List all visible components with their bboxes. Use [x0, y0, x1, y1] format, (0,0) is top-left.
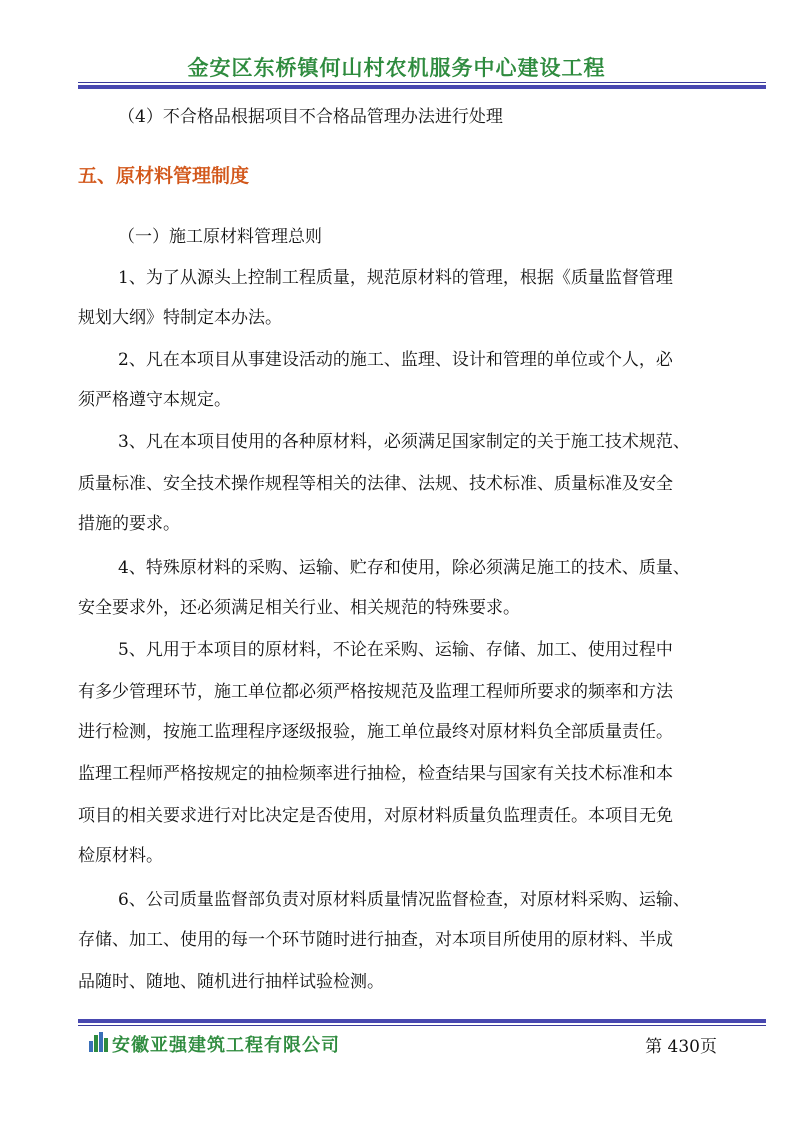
paragraph-line: 进行检测，按施工监理程序逐级报验，施工单位最终对原材料负全部质量责任。 [78, 722, 673, 742]
header-rule-thick [78, 85, 766, 89]
paragraph-line: 3、凡在本项目使用的各种原材料，必须满足国家制定的关于施工技术规范、 [118, 432, 690, 452]
section-heading: 五、原材料管理制度 [78, 165, 250, 187]
paragraph-line: 规划大纲》特制定本办法。 [78, 308, 282, 328]
document-title: 金安区东桥镇何山村农机服务中心建设工程 [187, 56, 606, 80]
company-name: 安徽亚强建筑工程有限公司 [112, 1035, 340, 1056]
paragraph-line: 质量标准、安全技术操作规程等相关的法律、法规、技术标准、质量标准及安全 [78, 474, 673, 494]
paragraph-line: 检原材料。 [78, 846, 163, 866]
paragraph-line: 须严格遵守本规定。 [78, 390, 231, 410]
subsection-heading: （一）施工原材料管理总则 [118, 227, 322, 247]
paragraph-line: 措施的要求。 [78, 514, 180, 534]
paragraph-line: 安全要求外，还必须满足相关行业、相关规范的特殊要求。 [78, 598, 520, 618]
paragraph-line: 品随时、随地、随机进行抽样试验检测。 [78, 972, 384, 992]
paragraph-line: 5、凡用于本项目的原材料，不论在采购、运输、存储、加工、使用过程中 [118, 640, 673, 660]
paragraph-line: 2、凡在本项目从事建设活动的施工、监理、设计和管理的单位或个人，必 [118, 350, 673, 370]
paragraph-line: 4、特殊原材料的采购、运输、贮存和使用，除必须满足施工的技术、质量、 [118, 558, 690, 578]
paragraph-line: 存储、加工、使用的每一个环节随时进行抽查，对本项目所使用的原材料、半成 [78, 930, 673, 950]
paragraph-line: 1、为了从源头上控制工程质量，规范原材料的管理，根据《质量监督管理 [118, 268, 673, 288]
paragraph-line: 监理工程师严格按规定的抽检频率进行抽检，检查结果与国家有关技术标准和本 [78, 764, 673, 784]
header-rule-thin [78, 82, 766, 83]
paragraph-line: 6、公司质量监督部负责对原材料质量情况监督检查，对原材料采购、运输、 [118, 890, 690, 910]
paragraph-line: 有多少管理环节，施工单位都必须严格按规范及监理工程师所要求的频率和方法 [78, 682, 673, 702]
paragraph-line: 项目的相关要求进行对比决定是否使用，对原材料质量负监理责任。本项目无免 [78, 806, 673, 826]
footer-rule-thin [78, 1025, 766, 1026]
item-4-text: （4）不合格品根据项目不合格品管理办法进行处理 [118, 107, 503, 127]
building-logo-icon [88, 1031, 110, 1053]
page-number: 第 430页 [645, 1037, 717, 1057]
footer-rule-thick [78, 1019, 766, 1023]
